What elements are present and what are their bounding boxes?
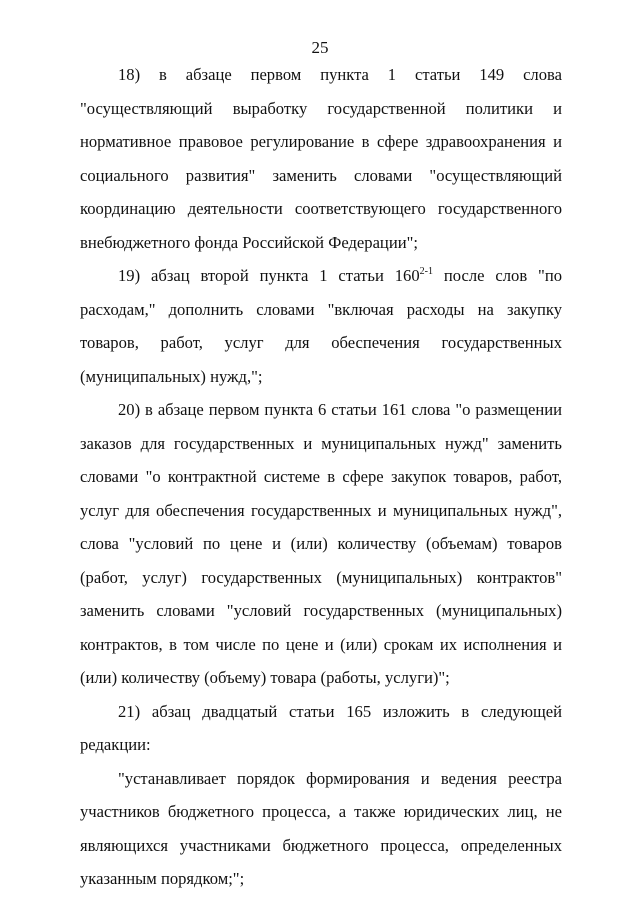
document-body	[80, 58, 562, 896]
page-number: 25	[311, 38, 329, 57]
paragraph-21: 21) абзац двадцатый статьи 165 изложить в следующей редакции:	[80, 701, 562, 754]
paragraph-19-text-start: 19) абзац второй пункта 1 статьи 160	[118, 266, 420, 285]
paragraph-20: 20) в абзаце первом пункта 6 статьи 161 слова "о размещении заказов для государственных и муниципальных нужд" заменить словами "о контрактной системе в сфере закупок товаров, работ, услуг для обеспечения государственных и муниципальных нужд", слова "условий по цене и (или) количеству (объемам) товаров (работ, услуг) государственных (муниципальных) контрактов" заменить словами "условий государственных (муниципальных) контрактов, в том числе по цене и (или) срокам их исполнения и (или) количеству (объему) товара (работы, услуги)";	[80, 400, 562, 687]
paragraph-18: 18) в абзаце первом пункта 1 статьи 149 слова "осуществляющий выработку государственной политики и нормативное правовое регулирование в сфере здравоохранения и социального развития" заменить словами "осуществляющий координацию деятельности соответствующего государственного внебюджетного фонда Российской Федерации";	[80, 65, 562, 252]
article-superscript: 2-1	[419, 266, 433, 277]
paragraph-19-text-end: после слов "по расходам," дополнить словами "включая расходы на закупку товаров, работ, услуг для обеспечения государственных (муниципальных) нужд,";	[80, 266, 562, 386]
paragraph-21-quote: "устанавливает порядок формирования и ведения реестра участников бюджетного процесса, а также юридических лиц, не являющихся участниками бюджетного процесса, определенных указанным порядком;";	[80, 768, 562, 888]
paragraph-19	[80, 259, 562, 393]
